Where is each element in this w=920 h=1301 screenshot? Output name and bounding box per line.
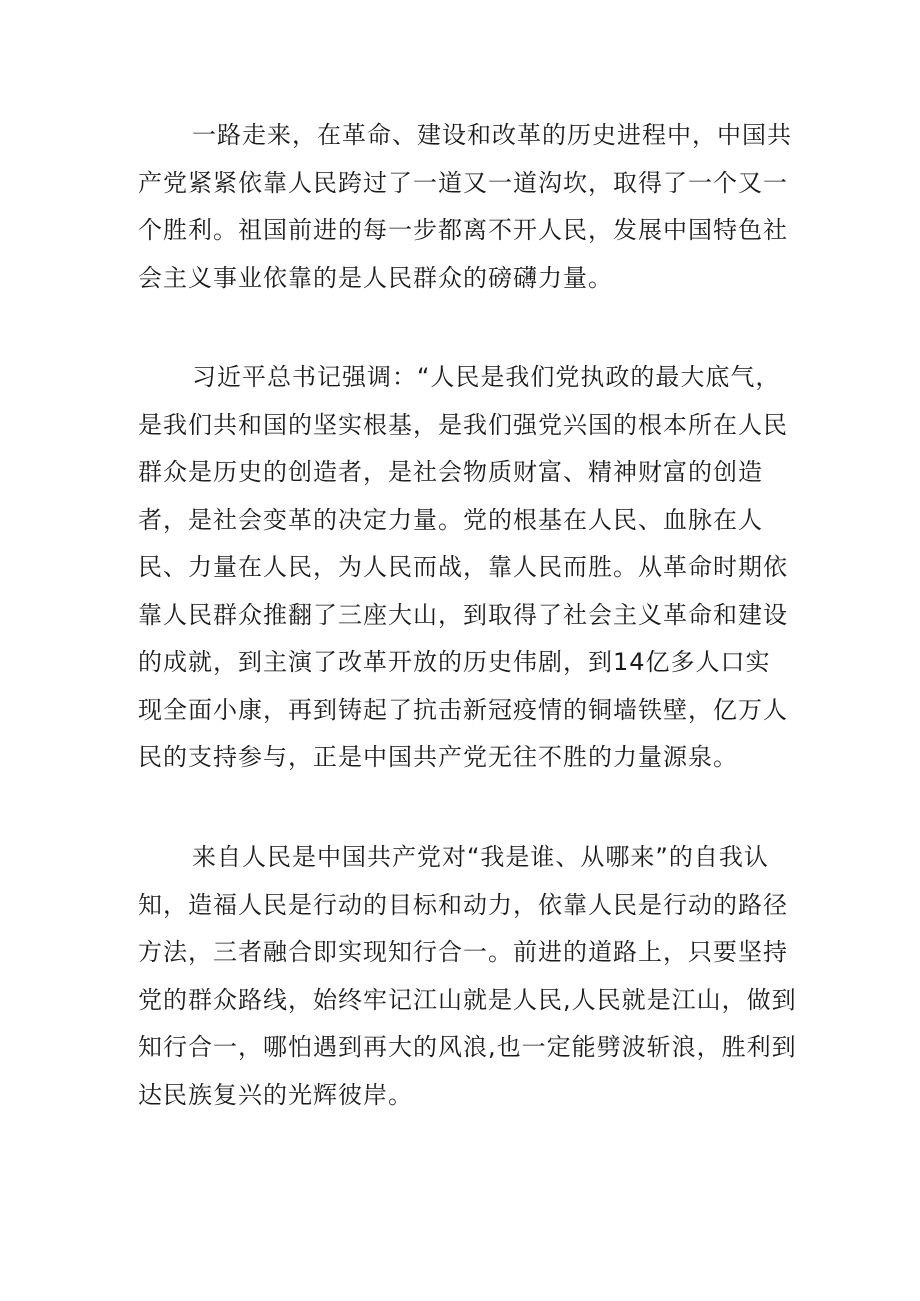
paragraph-line: 习近平总书记强调：“人民是我们党执政的最大底气， bbox=[192, 363, 781, 391]
paragraph-line: 知，造福人民是行动的目标和动力，依靠人民是行动的路径 bbox=[138, 890, 788, 919]
paragraph-line: 靠人民群众推翻了三座大山，到取得了社会主义革命和建设 bbox=[138, 600, 788, 629]
paragraph-line: 民的支持参与，正是中国共产党无往不胜的力量源泉。 bbox=[138, 743, 738, 771]
paragraph-line: 来自人民是中国共产党对“我是谁、从哪来”的自我认 bbox=[192, 843, 769, 871]
paragraph-line: 的成就，到主演了改革开放的历史伟剧，到14亿多人口实 bbox=[138, 648, 771, 676]
paragraph-line: 一路走来，在革命、建设和改革的历史进程中，中国共 bbox=[192, 121, 792, 149]
paragraph-2 bbox=[138, 354, 798, 782]
paragraph-line: 产党紧紧依靠人民跨过了一道又一道沟坎，取得了一个又一 bbox=[138, 168, 788, 197]
paragraph-3 bbox=[138, 834, 798, 1119]
paragraph-line: 个胜利。祖国前进的每一步都离不开人民，发展中国特色社 bbox=[138, 216, 788, 244]
paragraph-line: 是我们共和国的坚实根基，是我们强党兴国的根本所在人民 bbox=[138, 410, 788, 439]
paragraph-line: 达民族复兴的光辉彼岸。 bbox=[138, 1080, 413, 1109]
paragraph-line: 方法，三者融合即实现知行合一。前进的道路上，只要坚持 bbox=[138, 938, 788, 966]
paragraph-line: 党的群众路线，始终牢记江山就是人民,人民就是江山，做到 bbox=[138, 985, 797, 1014]
paragraph-line: 民、力量在人民，为人民而战，靠人民而胜。从革命时期依 bbox=[138, 553, 788, 581]
paragraph-line: 知行合一，哪怕遇到再大的风浪,也一定能劈波斩浪，胜利到 bbox=[138, 1033, 797, 1061]
paragraph-line: 现全面小康，再到铸起了抗击新冠疫情的铜墙铁壁，亿万人 bbox=[138, 695, 788, 724]
paragraph-line: 会主义事业依靠的是人民群众的磅礴力量。 bbox=[138, 263, 613, 292]
paragraph-line: 者，是社会变革的决定力量。党的根基在人民、血脉在人 bbox=[138, 505, 763, 534]
paragraph-1 bbox=[138, 112, 798, 302]
paragraph-line: 群众是历史的创造者，是社会物质财富、精神财富的创造 bbox=[138, 458, 763, 486]
